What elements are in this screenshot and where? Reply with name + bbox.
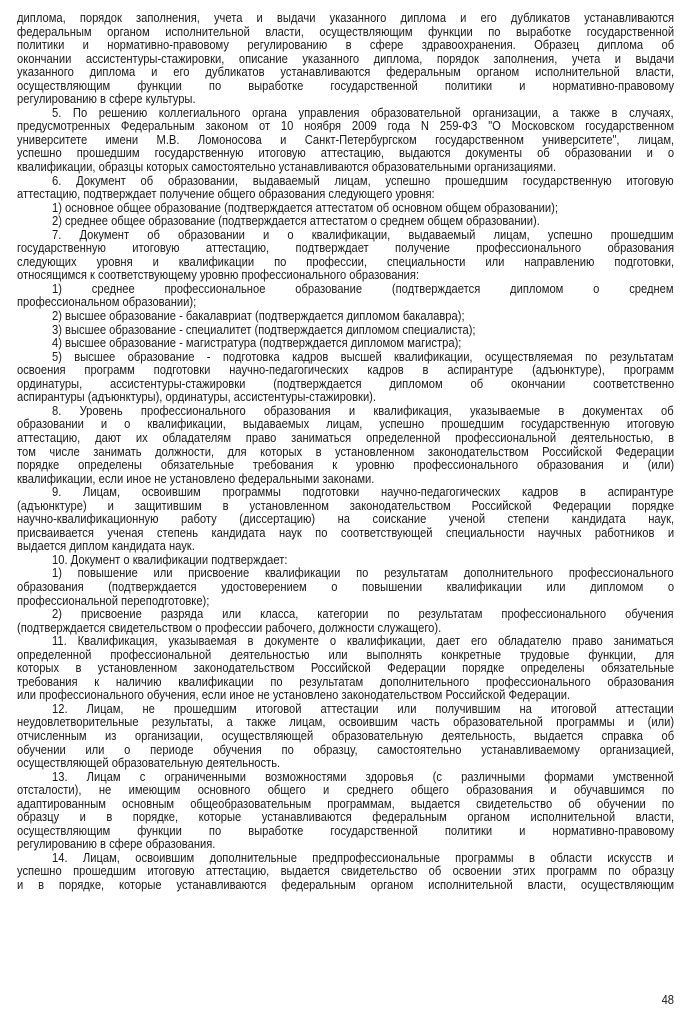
text-line (17, 513, 674, 527)
text-line-content: успешно прошедшим государственную итоговую аттестацию, выдаются документы об образовании и о (17, 146, 675, 161)
text-line-content: аттестацию, дают их обладателям право заниматься определенной профессиональной деятельностью, в (17, 430, 675, 445)
text-line (17, 473, 674, 487)
text-line (17, 351, 674, 365)
text-line-content: окончании ассистентуры-стажировки, описание указанного диплома, порядок заполнения, учета и выдачи (17, 51, 675, 66)
text-line (17, 80, 674, 94)
text-line-content: (подтверждается свидетельством о профессии рабочего, должности служащего). (17, 620, 442, 635)
text-line-content: регулированию в сфере культуры. (17, 92, 196, 107)
text-line-content: университете имени М.В. Ломоносова и Санкт-Петербургском государственном университете", лицам, (17, 132, 675, 147)
text-line (17, 391, 674, 405)
text-line (17, 730, 674, 744)
text-line (17, 757, 674, 771)
text-line-content: том числе занимать должности, для которых в установленном законодательством Российской Федерации (17, 444, 675, 459)
text-line (17, 635, 674, 649)
text-line-content: 2) среднее общее образование (подтверждается аттестатом о среднем общем образовании). (52, 214, 540, 229)
text-line (17, 269, 674, 283)
text-line (17, 771, 674, 785)
text-line (17, 744, 674, 758)
text-line-content: ординатуры, ассистентуры-стажировки (подтверждается дипломом об окончании соответственно (17, 376, 675, 391)
text-line (17, 432, 674, 446)
text-line (17, 310, 674, 324)
text-line-content: образования (подтверждается удостоверением о повышении квалификации или дипломом о (17, 579, 675, 594)
text-line (17, 865, 674, 879)
text-line-content: 13. Лицам с ограниченными возможностями здоровья (с различными формами умственной (52, 769, 674, 784)
text-line (17, 147, 674, 161)
text-line (17, 26, 674, 40)
text-line (17, 364, 674, 378)
text-line-content: 12. Лицам, не прошедшим итоговой аттестации или получившим на итоговой аттестации (52, 701, 674, 716)
text-line (17, 418, 674, 432)
text-line (17, 716, 674, 730)
text-line-content: 5) высшее образование - подготовка кадров высшей квалификации, осуществляемая по результатам (52, 349, 674, 364)
text-line (17, 540, 674, 554)
text-line (17, 784, 674, 798)
text-line-content: образовании и о квалификации, выдаваемых лицам, успешно прошедшим государственную итоговую (17, 417, 675, 432)
text-line (17, 242, 674, 256)
text-line (17, 120, 674, 134)
text-line (17, 879, 674, 893)
text-line (17, 459, 674, 473)
text-line (17, 161, 674, 175)
text-line-content: адаптированным основным общеобразовательным программам, выдается свидетельство об обучении по (17, 796, 675, 811)
text-line-content: указанного диплома и его дубликатов устанавливаются федеральным органом исполнительной власти, (17, 65, 675, 80)
text-line-content: осуществляющей образовательную деятельность. (17, 756, 281, 771)
text-line-content: предусмотренных Федеральным законом от 10 ноября 2009 года N 259-ФЗ "О Московском государственном (17, 119, 675, 134)
text-line (17, 66, 674, 80)
text-line-content: 2) высшее образование - бакалавриат (подтверждается дипломом бакалавра); (52, 309, 465, 324)
text-line-content: требования к наличию квалификации по результатам дополнительного профессионального образования (17, 674, 675, 689)
text-line-content: 14. Лицам, освоившим дополнительные предпрофессиональные программы в области искусств и (52, 850, 674, 865)
text-line-content: 5. По решению коллегиального органа управления образовательной организации, а также в случаях, (52, 105, 674, 120)
text-line (17, 93, 674, 107)
text-line (17, 581, 674, 595)
text-line-content: отсталости), не имеющим основного общего и среднего общего образования и обучавшимся по (17, 783, 675, 798)
text-line (17, 215, 674, 229)
text-line (17, 838, 674, 852)
text-line (17, 283, 674, 297)
text-line (17, 39, 674, 53)
text-line (17, 527, 674, 541)
text-line (17, 567, 674, 581)
text-line-content: государственную итоговую аттестацию, подтверждает получение профессионального образования (17, 241, 675, 256)
text-line-content: неудовлетворительные результаты, а также лицам, освоившим часть образовательной программы и (или) (17, 715, 675, 730)
text-line (17, 337, 674, 351)
text-line-content: профессиональном образовании); (17, 295, 197, 310)
text-line (17, 798, 674, 812)
text-line (17, 446, 674, 460)
text-line (17, 188, 674, 202)
text-line (17, 852, 674, 866)
text-line (17, 622, 674, 636)
text-line-content: политики и нормативно-правовому регулированию в сфере здравоохранения. Образец диплома об (17, 38, 675, 53)
text-line (17, 662, 674, 676)
text-line-content: 3) высшее образование - специалитет (подтверждается дипломом специалиста); (52, 322, 476, 337)
text-line-content: следующих уровня и квалификации по профессии, специальности или направлению подготовки, (17, 254, 675, 269)
text-line (17, 324, 674, 338)
text-line-content: 1) основное общее образование (подтверждается аттестатом об основном общем образовании); (52, 200, 558, 215)
text-line (17, 554, 674, 568)
text-line (17, 608, 674, 622)
text-line-content: порядке определены обязательные требования к уровню профессионального образования и (или) (17, 458, 675, 473)
text-line-content: квалификации, образцы которых самостоятельно устанавливаются образовательными организациями. (17, 160, 557, 175)
text-line-content: обучении или о периоде обучения по образцу, самостоятельно устанавливаемому организацией, (17, 742, 675, 757)
text-line (17, 703, 674, 717)
text-line (17, 12, 674, 26)
text-line-content: квалификации, если иное не установлено федеральными законами. (17, 471, 375, 486)
text-line-content: 2) присвоение разряда или класса, категории по результатам профессионального обучения (52, 607, 674, 622)
page-number: 48 (661, 993, 674, 1007)
text-line (17, 595, 674, 609)
text-line-content: 11. Квалификация, указываемая в документе о квалификации, дает его обладателю право заниматься (52, 634, 674, 649)
text-line-content: 10. Документ о квалификации подтверждает: (52, 552, 288, 567)
text-line-content: профессиональной переподготовке); (17, 593, 210, 608)
text-line (17, 689, 674, 703)
text-line (17, 676, 674, 690)
text-line (17, 256, 674, 270)
text-line-content: 7. Документ об образовании и о квалификации, выдаваемый лицам, успешно прошедшим (52, 227, 674, 242)
text-line-content: отчисленным из организации, осуществляющей образовательную деятельность, выдается справка об (17, 728, 675, 743)
text-line (17, 378, 674, 392)
text-line-content: 1) повышение или присвоение квалификации по результатам дополнительного профессионального (52, 566, 674, 581)
text-line-content: присваивается ученая степень кандидата наук по соответствующей специальности научных работников и (17, 525, 675, 540)
text-line (17, 202, 674, 216)
text-line-content: осуществляющим функции по выработке государственной политики и нормативно-правовому (17, 823, 675, 838)
text-line (17, 229, 674, 243)
text-line-content: 1) среднее профессиональное образование (подтверждается дипломом о среднем (52, 281, 674, 296)
text-line-content: и в порядке, которые устанавливаются федеральным органом исполнительной власти, осуществляющим (17, 878, 675, 892)
text-line-content: образцу и в порядке, которые устанавливаются федеральным органом исполнительной власти, (17, 810, 675, 825)
text-line-content: (адъюнктуре) и защитившим в установленном законодательством Российской Федерации порядке (17, 498, 675, 513)
text-line-content: 8. Уровень профессионального образования и квалификация, указываемые в документах об (52, 403, 674, 418)
text-line (17, 825, 674, 839)
text-line-content: или профессионального обучения, если иное не установлено законодательством Российской Федерации. (17, 688, 571, 703)
text-line (17, 649, 674, 663)
text-line (17, 296, 674, 310)
text-line (17, 53, 674, 67)
text-line (17, 134, 674, 148)
text-line-content: освоения программ подготовки научно-педагогических кадров в аспирантуре (адъюнктуре), программ (17, 363, 675, 378)
text-line-content: которых в установленном законодательством Российской Федерации порядке определены обязательные (17, 661, 675, 676)
text-line-content: аттестацию, подтверждает получение общего образования следующего уровня: (17, 187, 435, 202)
document-body-text (17, 12, 674, 893)
text-line-content: 6. Документ об образовании, выдаваемый лицам, успешно прошедшим государственную итоговую (52, 173, 674, 188)
text-line-content: 4) высшее образование - магистратура (подтверждается дипломом магистра); (52, 336, 462, 351)
text-line-content: относящимся к соответствующему уровню профессионального образования: (17, 268, 420, 283)
text-line (17, 500, 674, 514)
text-line-content: успешно прошедшим итоговую аттестацию, выдается свидетельство об освоении этих программ по образцу (17, 864, 675, 879)
text-line (17, 175, 674, 189)
text-line (17, 405, 674, 419)
text-line-content: осуществляющим функции по выработке государственной политики и нормативно-правовому (17, 78, 675, 93)
text-line-content: регулированию в сфере образования. (17, 837, 216, 852)
text-line (17, 486, 674, 500)
text-line-content: выдается диплом кандидата наук. (17, 539, 195, 554)
text-line-content: федеральным органом исполнительной власти, осуществляющим функции по выработке государственной (17, 24, 675, 39)
text-line-content: определенной профессиональной деятельностью или выполнять конкретные трудовые функции, для (17, 647, 675, 662)
text-line-content: научно-квалификационную работу (диссертацию) на соискание ученой степени кандидата наук, (17, 512, 675, 527)
text-line-content: аспирантуры (адъюнктуры), ординатуры, ассистентуры-стажировки). (17, 390, 377, 405)
text-line (17, 811, 674, 825)
text-line (17, 107, 674, 121)
text-line-content: 9. Лицам, освоившим программы подготовки научно-педагогических кадров в аспирантуре (52, 485, 674, 500)
text-line-content: диплома, порядок заполнения, учета и выдачи указанного диплома и его дубликатов устанавливаются (17, 11, 675, 25)
